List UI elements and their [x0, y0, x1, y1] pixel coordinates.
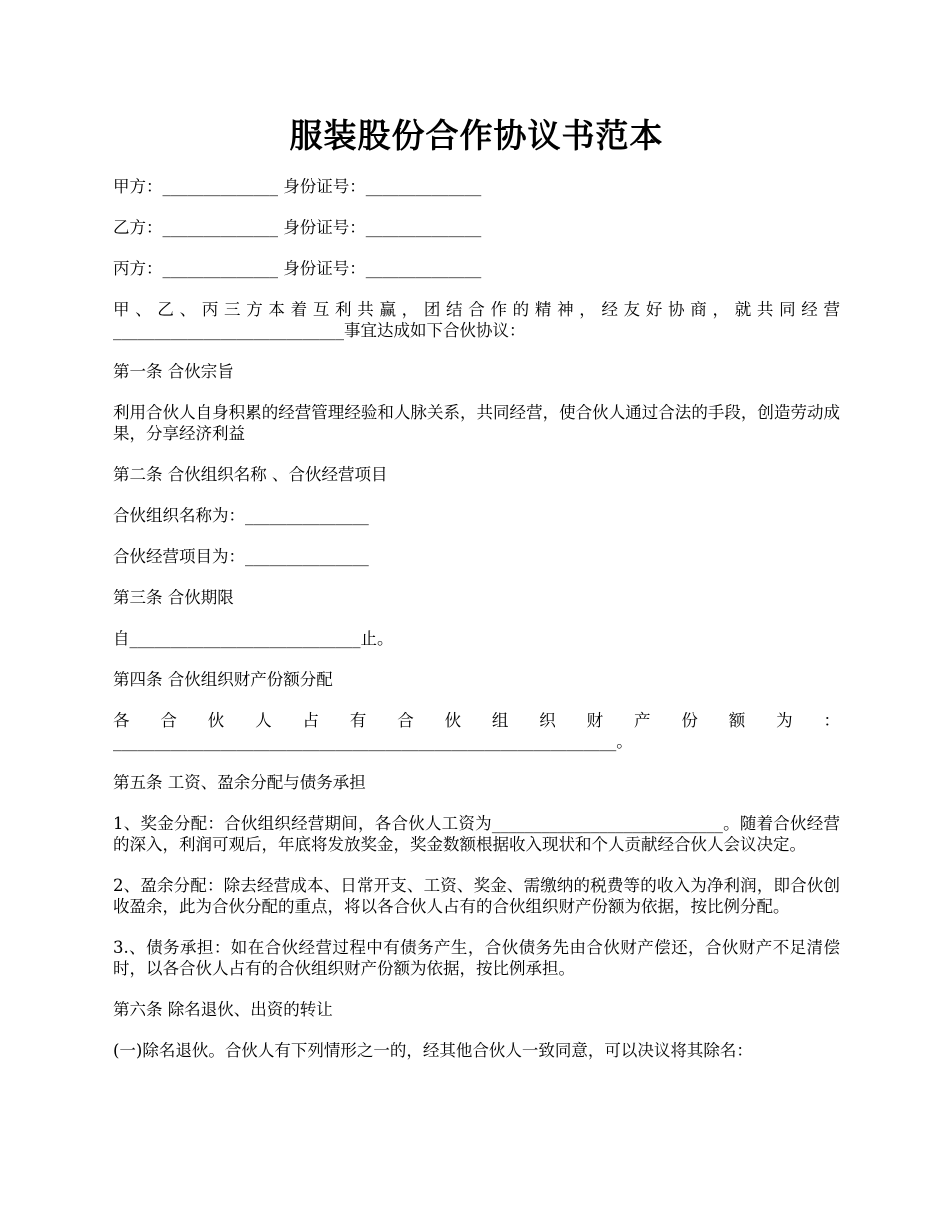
article-3-heading: 第三条 合伙期限: [113, 588, 234, 607]
business-project-line: 合伙经营项目为：_______________: [113, 547, 369, 566]
article-1-body: 利用合伙人自身积累的经营管理经验和人脉关系，共同经营，使合伙人通过合法的手段，创造劳动成果，分享经济利益: [113, 403, 840, 443]
bonus-distribution-paragraph: 1、奖金分配：合伙组织经营期间，各合伙人工资为____________________________。随着合伙经营的深入，利润可观后，年底将发放奖金，奖金数额根据收入现状和个人贡献经合伙人会议决定。: [113, 814, 840, 854]
document-page: [113, 0, 840, 1061]
article-6-heading: 第六条 除名退伙、出资的转让: [113, 1000, 333, 1019]
party-a-line: 甲方：______________ 身份证号：______________: [113, 177, 482, 196]
surplus-distribution-paragraph: 2、盈余分配：除去经营成本、日常开支、工资、奖金、需缴纳的税费等的收入为净利润，即合伙创收盈余，此为合伙分配的重点，将以各合伙人占有的合伙组织财产份额为依据，按比例分配。: [113, 876, 840, 916]
term-line: 自____________________________止。: [113, 629, 394, 648]
organization-name-line: 合伙组织名称为：_______________: [113, 506, 369, 525]
preamble-paragraph: 甲、乙、丙三方本着互利共赢，团结合作的精神，经友好协商，就共同经营____________________________事宜达成如下合伙协议：: [113, 300, 840, 340]
article-1-heading: 第一条 合伙宗旨: [113, 362, 234, 381]
party-c-line: 丙方：______________ 身份证号：______________: [113, 259, 482, 278]
article-4-heading: 第四条 合伙组织财产份额分配: [113, 670, 333, 689]
property-share-line: 各合伙人占有合伙组织财产份额为：_____________________________________________________________。: [113, 711, 840, 751]
article-5-heading: 第五条 工资、盈余分配与债务承担: [113, 773, 366, 792]
debt-bearing-paragraph: 3.、债务承担：如在合伙经营过程中有债务产生，合伙债务先由合伙财产偿还，合伙财产不足清偿时，以各合伙人占有的合伙组织财产份额为依据，按比例承担。: [113, 938, 840, 978]
expulsion-paragraph: (一)除名退伙。合伙人有下列情形之一的，经其他合伙人一致同意，可以决议将其除名：: [113, 1041, 753, 1060]
party-b-line: 乙方：______________ 身份证号：______________: [113, 218, 482, 237]
article-2-heading: 第二条 合伙组织名称 、合伙经营项目: [113, 465, 388, 484]
document-title: 服装股份合作协议书范本: [289, 116, 664, 155]
